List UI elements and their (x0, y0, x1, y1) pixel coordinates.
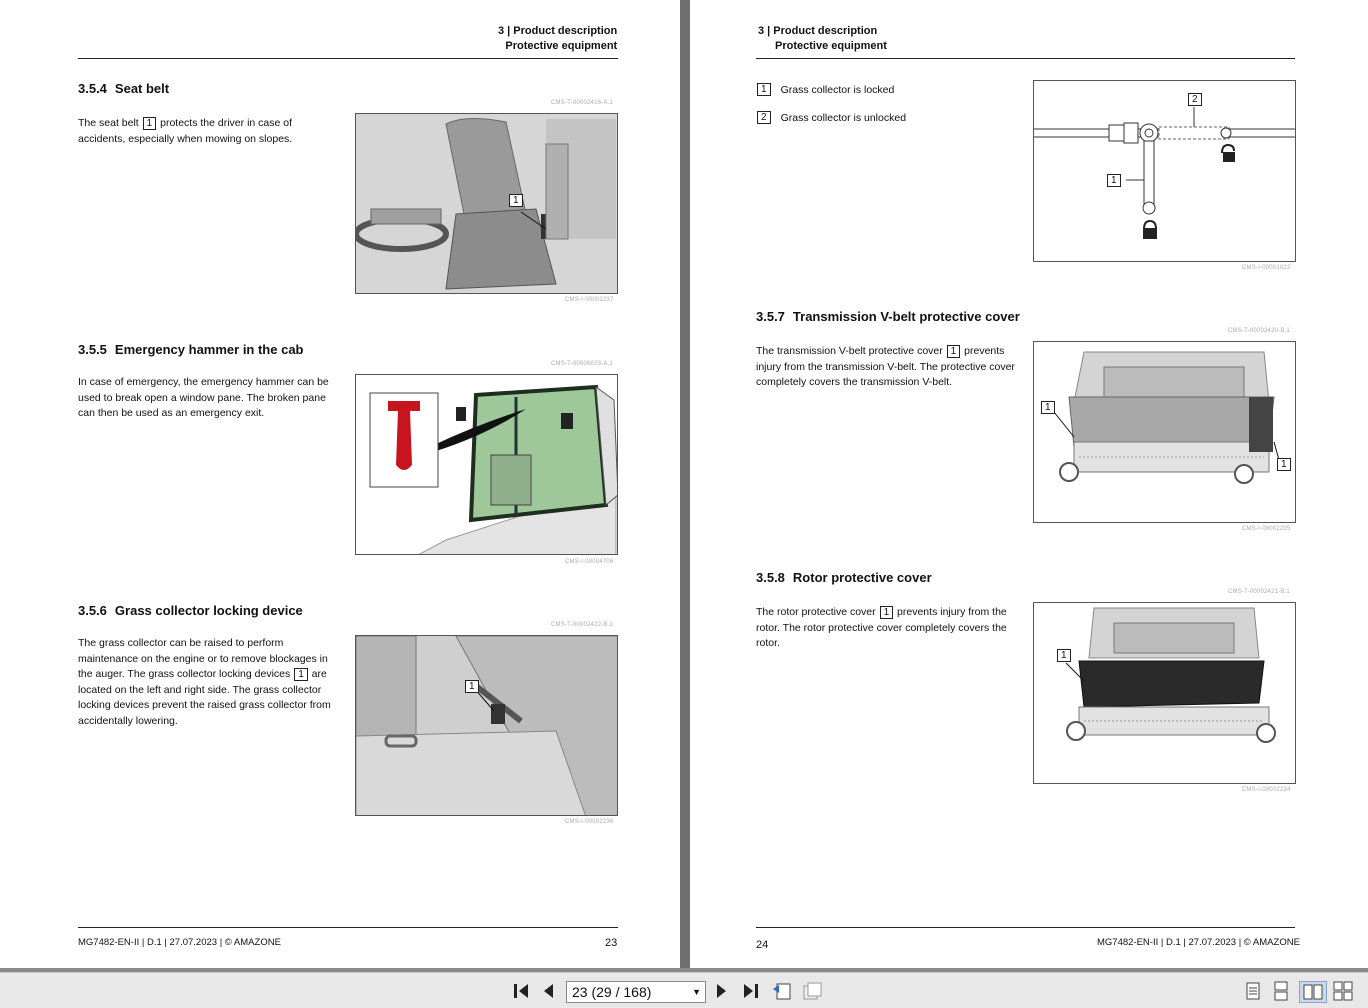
header-section: Protective equipment (505, 40, 618, 52)
figure-code: CMS-I-00002235 (1242, 526, 1291, 532)
item-key: 1 (294, 668, 308, 681)
next-page-button[interactable] (712, 981, 732, 1001)
section-title: 3.5.7 Transmission V-belt protective cover (756, 309, 1020, 324)
page-number: 24 (756, 939, 769, 951)
section-text: In case of emergency, the emergency hammer can be used to break open a window pane. The broken pane can then be used as an emergency exit. (78, 376, 329, 419)
rotor-cover-figure (1033, 602, 1296, 784)
callout-label: 1 (1057, 649, 1071, 662)
footer-rule (78, 927, 618, 928)
section-title (78, 81, 169, 96)
previous-page-button[interactable] (538, 981, 558, 1001)
single-page-view-button[interactable] (1243, 981, 1263, 1001)
continuous-page-icon (1273, 981, 1289, 1001)
section-title: 3.5.8 Rotor protective cover (756, 570, 932, 585)
next-page-icon (715, 983, 729, 999)
section-code: CMS-T-00006823-A.1 (551, 361, 613, 367)
continuous-facing-view-button[interactable] (1332, 981, 1354, 1001)
legend-item: 2 Grass collector is unlocked (756, 111, 906, 124)
figure-code: CMS-I-00004706 (565, 559, 614, 565)
section-text: The grass collector can be raised to perform maintenance on the engine or to remove blockages in the auger. The grass collector locking devices 1 are located on the left and right side. The grass collector locking devices prevent the raised grass collector from accidentally lowering. (78, 637, 331, 727)
page-gutter (680, 0, 690, 968)
section-number: 3.5.4 (78, 81, 107, 96)
figure-code: CMS-I-00002236 (565, 819, 614, 825)
right-page (690, 0, 1368, 968)
section-title: 3.5.5 Emergency hammer in the cab (78, 342, 304, 357)
page-number-field[interactable]: 23 (29 / 168) ▼ (566, 981, 706, 1003)
single-page-icon (1245, 981, 1261, 1001)
continuous-facing-icon (1333, 981, 1353, 1001)
seat-belt-figure (355, 113, 618, 294)
locking-device-figure (355, 635, 618, 816)
section-text: The rotor protective cover 1 prevents injury from the rotor. The rotor protective cover completely covers the rotor. (756, 606, 1007, 649)
callout-label: 2 (1188, 93, 1202, 106)
page-header (498, 24, 617, 54)
item-key: 1 (143, 117, 157, 130)
item-key: 1 (947, 345, 961, 358)
page-footer: MG7482-EN-II | D.1 | 27.07.2023 | © AMAZONE (78, 937, 281, 948)
header-rule (78, 58, 618, 59)
lock-diagram-figure (1033, 80, 1296, 262)
page-header (758, 24, 887, 54)
header-chapter: 3 | Product description (758, 25, 878, 37)
continuous-view-button[interactable] (1271, 981, 1291, 1001)
section-text: The transmission V-belt protective cover 1 prevents injury from the transmission V-belt. The protective cover completely covers the transmission V-belt. (756, 345, 1015, 388)
callout-label: 1 (1041, 401, 1055, 414)
facing-view-button[interactable] (1299, 981, 1327, 1003)
forward-view-icon (801, 981, 823, 1001)
item-key: 1 (880, 606, 894, 619)
item-key: 1 (757, 83, 771, 96)
section-title: 3.5.6 Grass collector locking device (78, 603, 303, 618)
callout-label: 1 (1107, 174, 1121, 187)
vbelt-cover-figure (1033, 341, 1296, 523)
section-code: CMS-T-00002420-B.1 (1228, 328, 1290, 334)
left-page (0, 0, 680, 968)
callout-label: 1 (465, 680, 479, 693)
legend-item: 1 Grass collector is locked (756, 83, 894, 96)
chevron-down-icon[interactable]: ▼ (692, 987, 701, 997)
header-section: Protective equipment (775, 40, 887, 52)
go-forward-view-button[interactable] (800, 981, 824, 1001)
go-back-view-button[interactable] (770, 981, 794, 1001)
first-page-button[interactable] (510, 981, 532, 1001)
figure-code: CMS-I-00001022 (1242, 265, 1291, 271)
page-number: 23 (605, 937, 618, 949)
callout-label: 1 (509, 194, 523, 207)
page-footer: MG7482-EN-II | D.1 | 27.07.2023 | © AMAZONE (1097, 937, 1300, 948)
section-text: The seat belt 1 protects the driver in case of accidents, especially when mowing on slopes. (78, 117, 293, 145)
item-key: 2 (757, 111, 771, 124)
section-code: CMS-T-00002421-B.1 (1228, 589, 1290, 595)
facing-pages-icon (1302, 983, 1324, 1001)
section-heading: Seat belt (114, 81, 170, 96)
viewer-toolbar (0, 972, 1368, 1008)
header-chapter: 3 | Product description (498, 25, 618, 37)
first-page-icon (512, 983, 530, 999)
header-rule (756, 58, 1295, 59)
section-code: CMS-T-00002416-A.1 (551, 100, 613, 106)
footer-rule (756, 927, 1295, 928)
back-view-icon (771, 981, 793, 1001)
previous-page-icon (541, 983, 555, 999)
last-page-icon (742, 983, 760, 999)
emergency-hammer-figure (355, 374, 618, 555)
figure-code: CMS-I-00002237 (565, 297, 614, 303)
figure-code: CMS-I-00002234 (1242, 787, 1291, 793)
last-page-button[interactable] (740, 981, 762, 1001)
section-code: CMS-T-00002422-B.1 (551, 622, 613, 628)
callout-label: 1 (1277, 458, 1291, 471)
